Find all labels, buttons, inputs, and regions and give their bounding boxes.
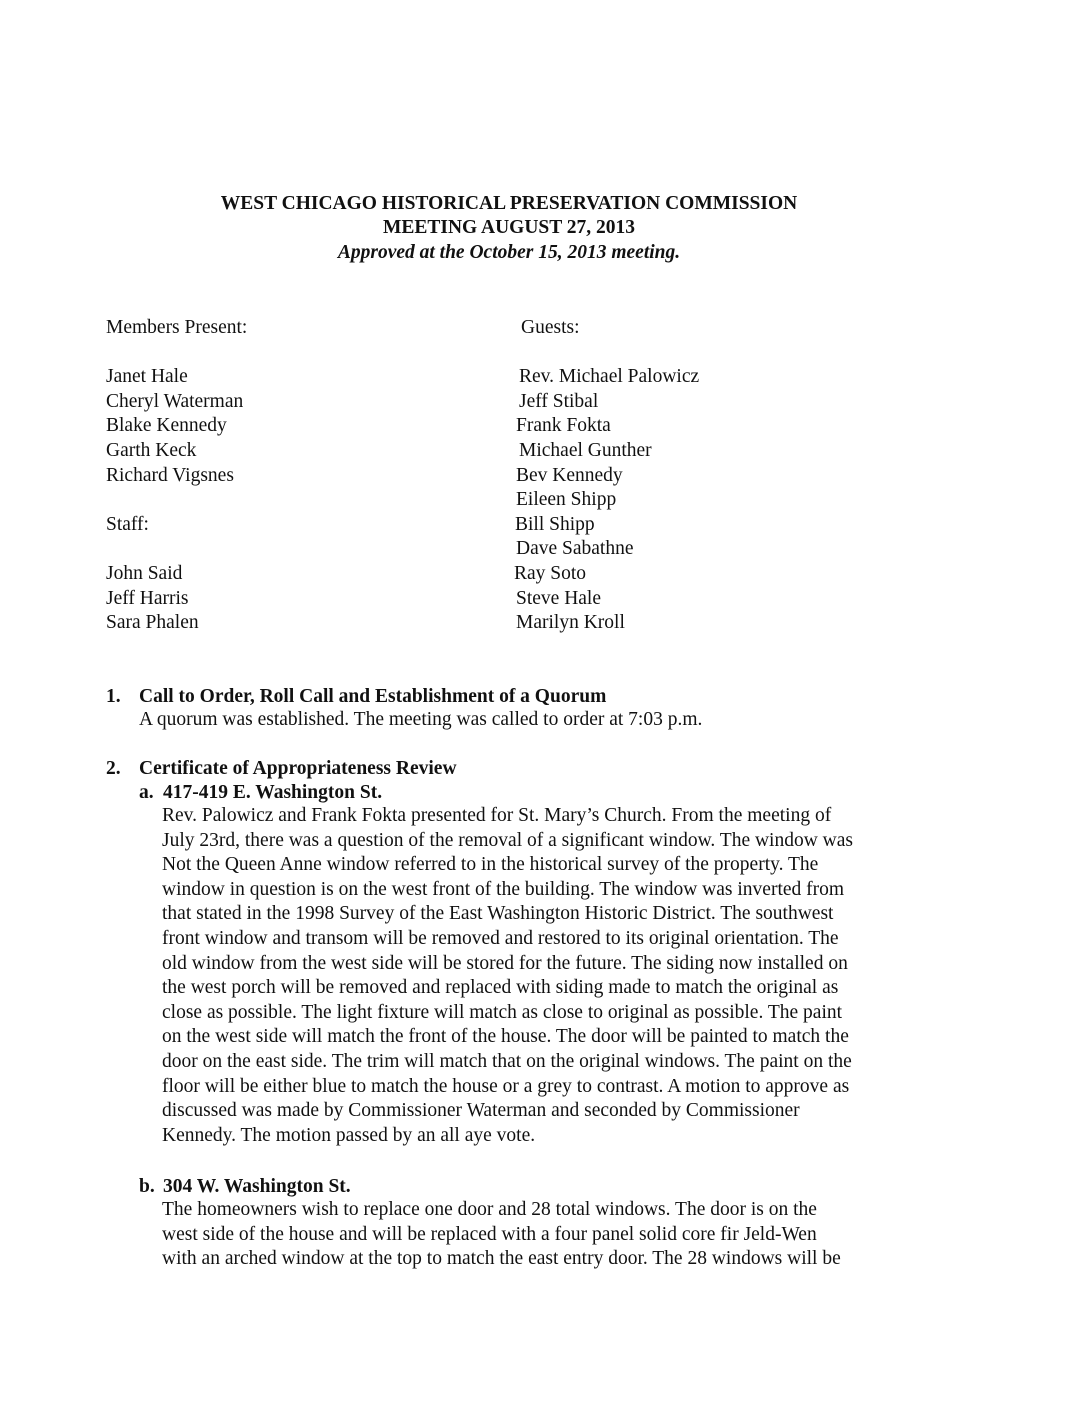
attendance-right-column [514,316,894,636]
attendance-left-column [106,316,466,636]
guests-heading: Guests: [521,317,580,338]
member-name: Cheryl Waterman [106,390,244,412]
section-title: Call to Order, Roll Call and Establishment of a Quorum [139,686,607,707]
guest-name: Rev. Michael Palowicz [519,366,700,388]
staff-name: Jeff Harris [106,587,189,609]
guest-name: Michael Gunther [519,439,652,461]
section-title: Certificate of Appropriateness Review [139,758,457,779]
paragraph-line: west side of the house and will be replaced with a four panel solid core fir Jeld-Wen [162,1223,817,1245]
paragraph-line: A quorum was established. The meeting was called to order at 7:03 p.m. [139,709,703,730]
paragraph-line: that stated in the 1998 Survey of the East Washington Historic District. The southwest [162,903,834,925]
approval-note: Approved at the October 15, 2013 meeting. [337,242,681,263]
members-heading: Members Present: [106,317,248,338]
item-title: 304 W. Washington St. [163,1176,351,1197]
member-name: Janet Hale [106,366,188,388]
section-number: 1. [106,686,121,707]
section-number: 2. [106,758,121,779]
paragraph-line: window in question is on the west front of the building. The window was inverted from [162,878,845,900]
paragraph-line: old window from the west side will be stored for the future. The siding now installed on [162,952,848,974]
document-title: WEST CHICAGO HISTORICAL PRESERVATION COMMISSION [220,193,798,214]
item-title: 417-419 E. Washington St. [163,782,383,803]
paragraph-line: front window and transom will be removed and restored to its original orientation. The [162,927,839,949]
paragraph-line: Not the Queen Anne window referred to in the historical survey of the property. The [162,854,819,876]
item-b-heading [139,1176,351,1198]
staff-name: John Said [106,562,183,584]
guest-name: Bev Kennedy [516,464,623,486]
item-letter: b. [139,1176,155,1197]
member-name: Richard Vigsnes [106,464,234,486]
guest-name: Ray Soto [514,562,587,584]
item-a-heading [139,782,382,804]
section-1-heading [106,686,606,708]
paragraph-line: floor will be either blue to match the house or a grey to contrast. A motion to approve as [162,1075,850,1097]
item-a-body [162,804,853,1148]
guest-name: Steve Hale [516,587,602,609]
section-2-heading [106,758,457,780]
paragraph-line: with an arched window at the top to match the east entry door. The 28 windows will be [162,1248,841,1270]
member-name: Garth Keck [106,439,197,461]
guest-name: Eileen Shipp [516,489,617,511]
paragraph-line: door on the east side. The trim will match that on the original windows. The paint on the [162,1050,852,1072]
paragraph-line: Kennedy. The motion passed by an all aye vote. [162,1124,536,1146]
section-1-body [139,708,702,733]
staff-heading: Staff: [106,513,149,535]
paragraph-line: July 23rd, there was a question of the removal of a significant window. The window was [162,829,854,851]
guest-name: Dave Sabathne [516,538,634,560]
paragraph-line: the west porch will be removed and replaced with siding made to match the original as [162,977,839,999]
item-letter: a. [139,782,154,803]
meeting-date: MEETING AUGUST 27, 2013 [382,217,636,238]
member-name: Blake Kennedy [106,415,227,437]
paragraph-line: Rev. Palowicz and Frank Fokta presented for St. Mary’s Church. From the meeting of [162,805,832,826]
paragraph-line: close as possible. The light fixture will match as close to original as possible. The paint [162,1001,843,1023]
guest-name: Jeff Stibal [519,390,599,412]
staff-name: Sara Phalen [106,612,199,634]
paragraph-line: The homeowners wish to replace one door and 28 total windows. The door is on the [162,1199,817,1220]
guest-name: Bill Shipp [515,513,595,535]
paragraph-line: discussed was made by Commissioner Waterman and seconded by Commissioner [162,1100,800,1122]
guest-name: Marilyn Kroll [516,612,625,634]
guest-name: Frank Fokta [516,415,611,437]
item-b-body [162,1198,841,1272]
paragraph-line: on the west side will match the front of the house. The door will be painted to match the [162,1026,849,1048]
